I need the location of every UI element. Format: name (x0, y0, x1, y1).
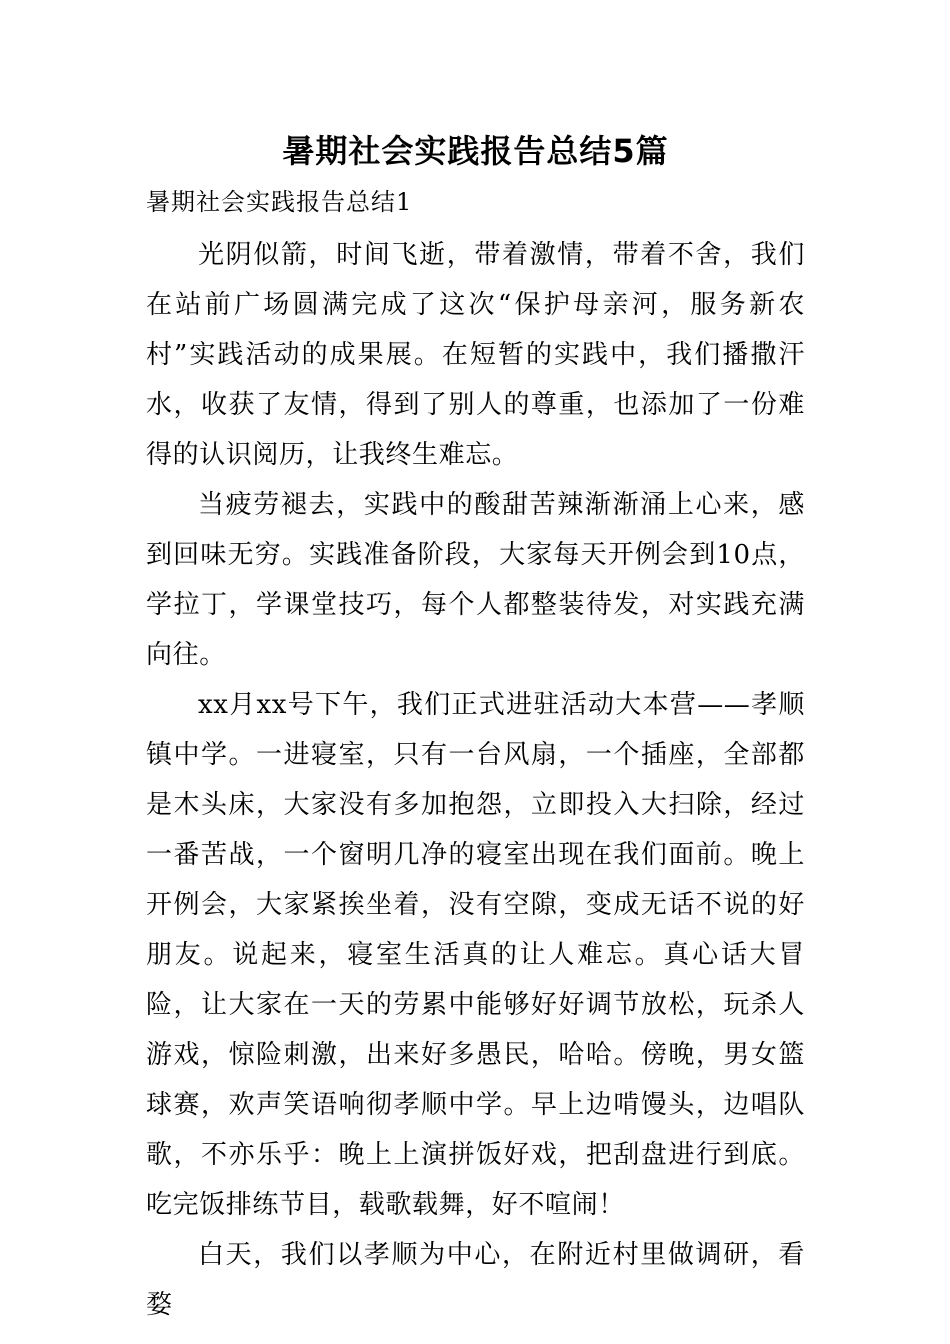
paragraph: 光阴似箭，时间飞逝，带着激情，带着不舍，我们在站前广场圆满完成了这次“保护母亲河，服务新农村”实践活动的成果展。在短暂的实践中，我们播撒汗水，收获了友情，得到了别人的尊重，也添加了一份难得的认识阅历，让我终生难忘。 (146, 240, 805, 470)
document-body (146, 230, 805, 1330)
document-title: 暑期社会实践报告总结5篇 (282, 132, 669, 170)
paragraph: xx月xx号下午，我们正式进驻活动大本营——孝顺镇中学。一进寝室，只有一台风扇，一个插座，全部都是木头床，大家没有多加抱怨，立即投入大扫除，经过一番苦战，一个窗明几净的寝室出现在我们面前。晚上开例会，大家紧挨坐着，没有空隙，变成无话不说的好朋友。说起来，寝室生活真的让人难忘。真心话大冒险，让大家在一天的劳累中能够好好调节放松，玩杀人游戏，惊险刺激，出来好多愚民，哈哈。傍晚，男女篮球赛，欢声笑语响彻孝顺中学。早上边啃馒头，边唱队歌，不亦乐乎：晚上上演拼饭好戏，把刮盘进行到底。吃完饭排练节目，载歌载舞，好不喧闹！ (146, 690, 805, 1220)
section-heading: 暑期社会实践报告总结1 (146, 188, 413, 216)
paragraph: 当疲劳褪去，实践中的酸甜苦辣渐渐涌上心来，感到回味无穷。实践准备阶段，大家每天开例会到10点，学拉丁，学课堂技巧，每个人都整装待发，对实践充满向往。 (146, 490, 805, 670)
paragraph: 白天，我们以孝顺为中心，在附近村里做调研，看婺 (146, 1240, 805, 1320)
